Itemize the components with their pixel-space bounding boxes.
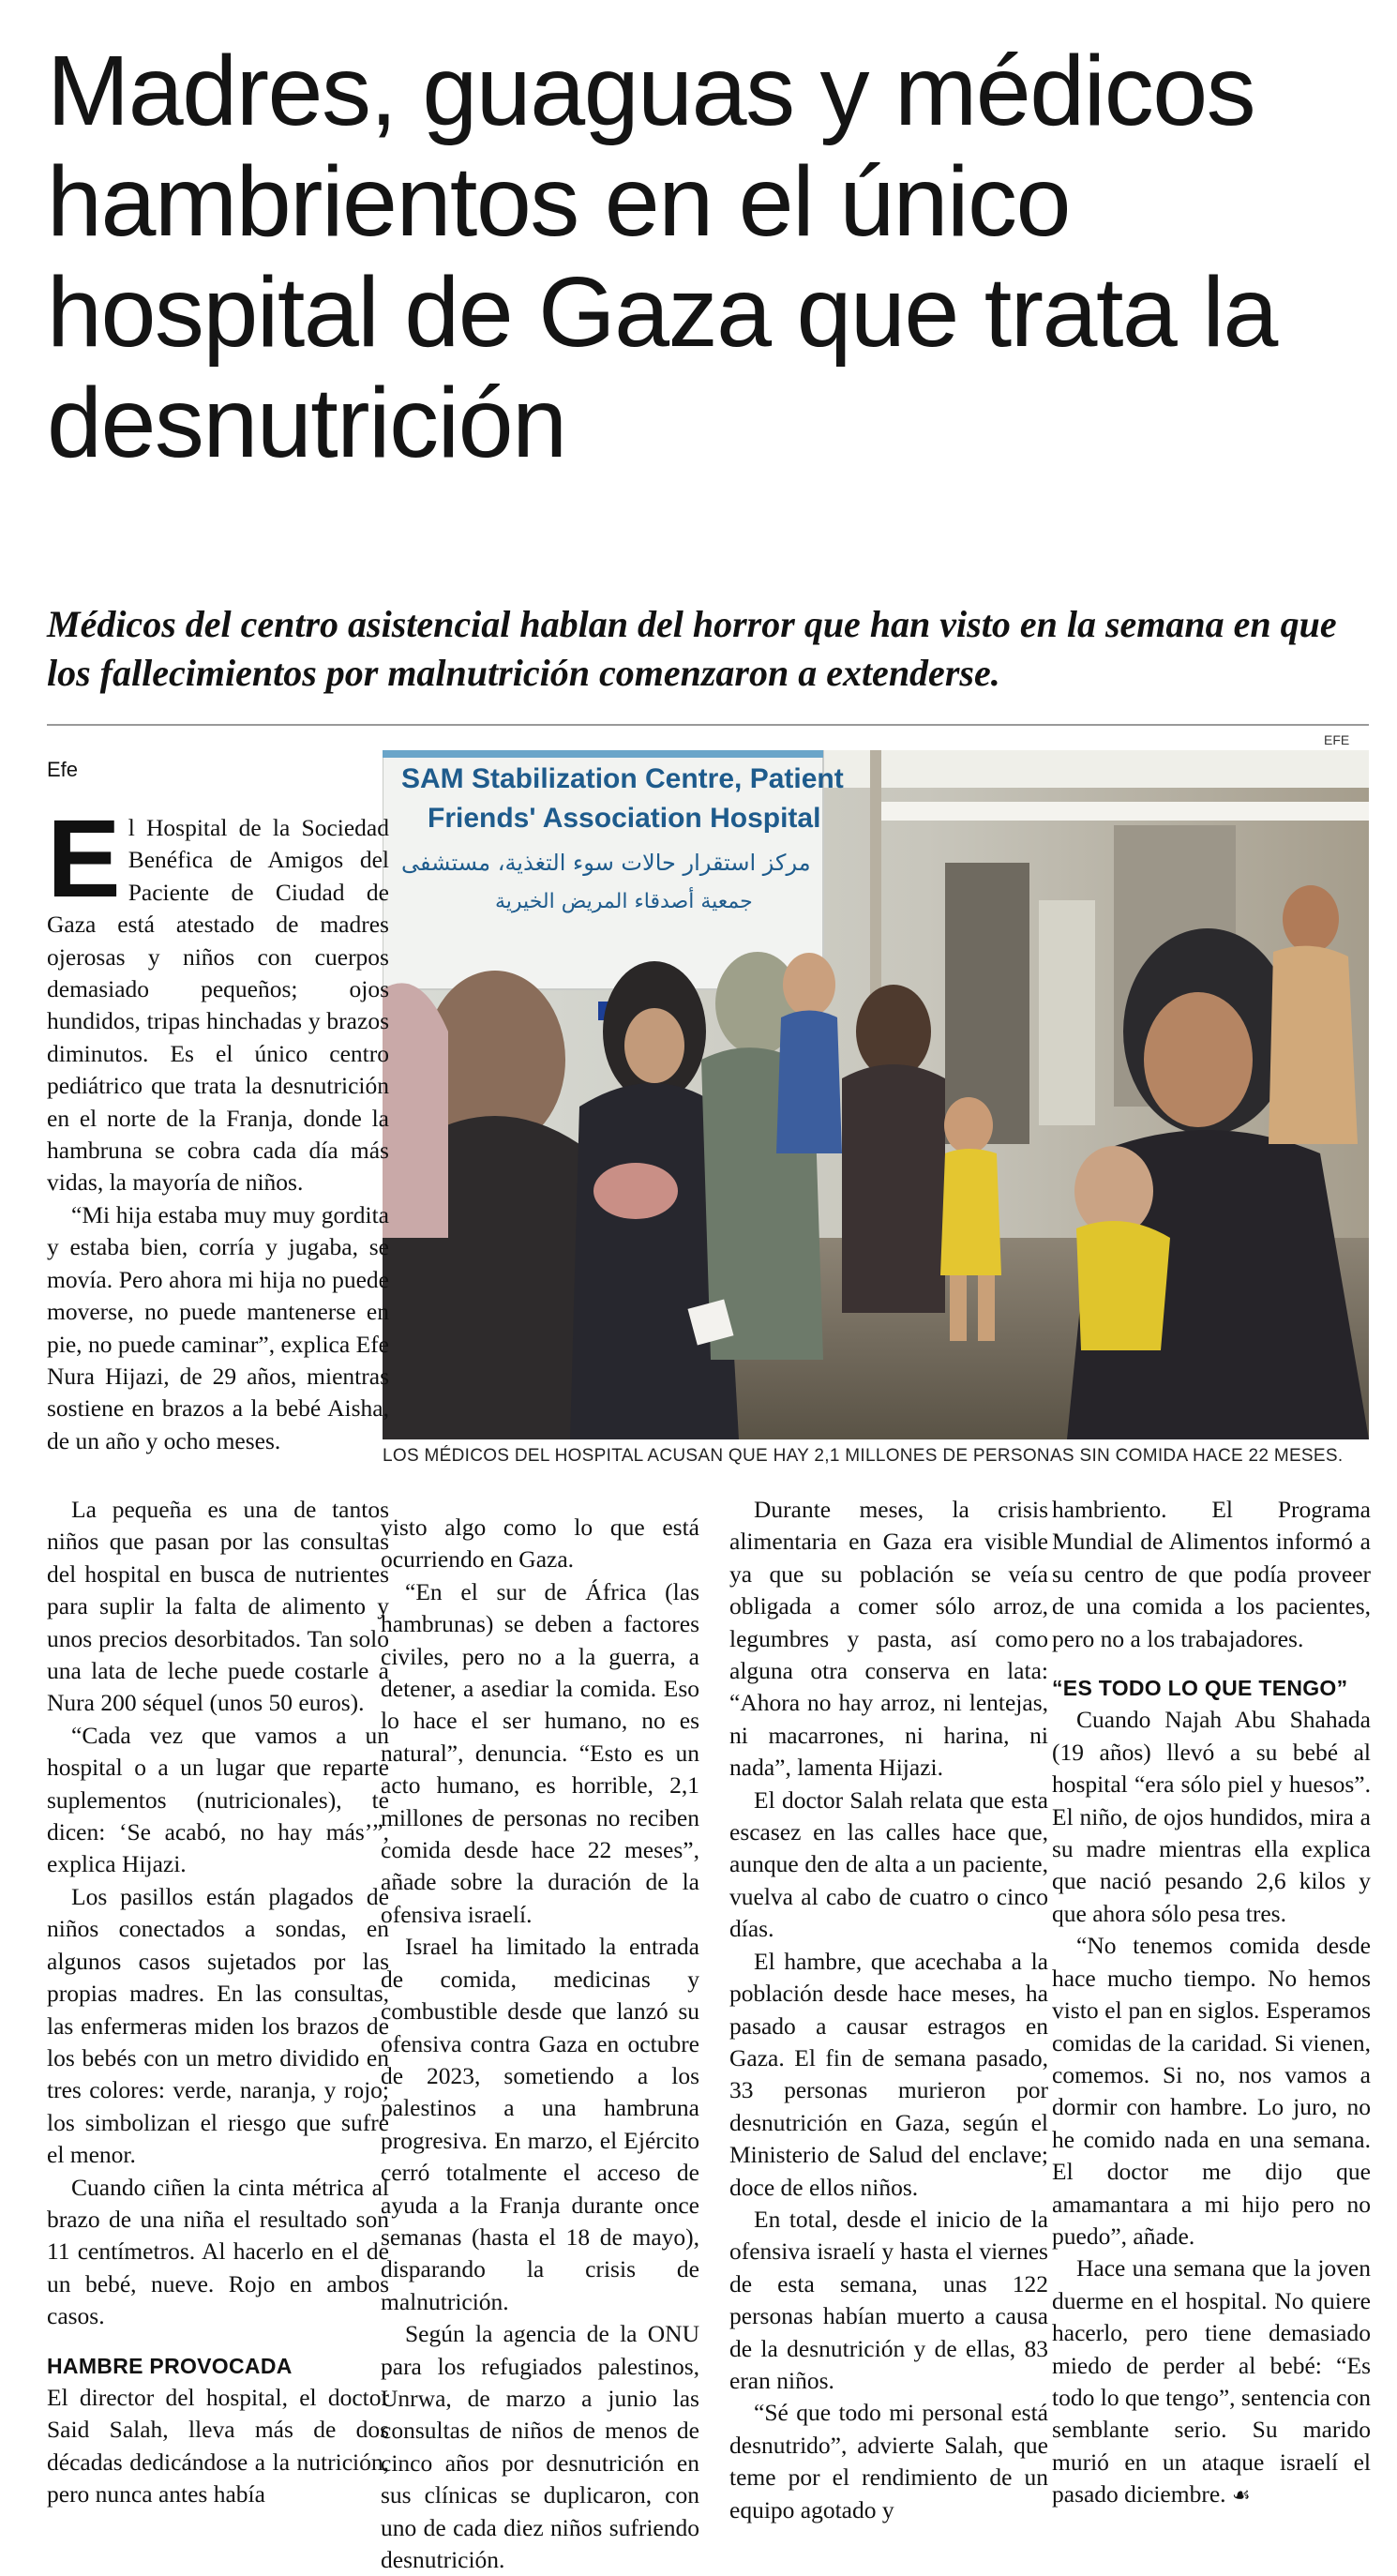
end-mark-icon: ☙ (1231, 2484, 1251, 2508)
paragraph-11: Según la agencia de la ONU para los refugiados palestinos, Unrwa, de marzo a junio las consultas de niños de menos de cinco años por desnutrición en sus clínicas se duplicaron, con uno de cada diez niños sufriendo desnutrición. (381, 2320, 699, 2573)
photo-caption: LOS MÉDICOS DEL HOSPITAL ACUSAN QUE HAY 2,1 MILLONES DE PERSONAS SIN COMIDA HACE 22 MESES. (383, 1446, 1344, 1466)
sign-text-2: Friends' Association Hospital (428, 803, 821, 834)
paragraph-12: Durante meses, la crisis alimentaria en Gaza era visible ya que su población se veía obligada a comer sólo arroz, legumbres y pasta, así como alguna otra conserva en lata: “Ahora no hay arroz, ni lentejas, ni macarrones, ni harina, ni nada”, lamenta Hijazi. (729, 1496, 1048, 1782)
paragraph-17: hambriento. El Programa Mundial de Alimentos informó a su centro de que podía proveer de una comida a los pacientes, pero no a los trabajadores. (1052, 1496, 1371, 1652)
photo-credit: EFE (1324, 732, 1350, 747)
paragraph-9: “En el sur de África (las hambrunas) se deben a factores civiles, pero no a la guerra, a detener, a asediar la comida. Eso lo hace el ser humano, no es natural”, denuncia. “Esto es un acto humano, es horrible, 2,1 millones de personas no reciben comida desde hace 22 meses”, añade sobre la duración de la ofensiva israelí. (381, 1577, 699, 1928)
paragraph-16: “Sé que todo mi personal está desnutrido”, advierte Salah, que teme por el rendimiento de un equipo agotado y (729, 2399, 1048, 2523)
paragraph-6: Cuando ciñen la cinta métrica al brazo de una niña el resultado son 11 centímetros. Al hacerlo en el de un bebé, nueve. Rojo en ambos casos. (47, 2173, 389, 2330)
hospital-scene-illustration (383, 750, 1369, 1439)
paragraph-13: El doctor Salah relata que esta escasez en las calles hace que, aunque den de alta a un paciente, vuelva al cabo de cuatro o cinco días. (729, 1785, 1048, 1943)
section-heading-2: “ES TODO LO QUE TENGO” (1052, 1676, 1348, 1701)
paragraph-10: Israel ha limitado la entrada de comida, medicinas y combustible desde que lanzó su ofensiva contra Gaza en octubre de 2023, sometiendo a los palestinos a una hambruna progresiva. En marzo, el Ejército cerró totalmente el acceso de ayuda a la Franja durante once semanas (hasta el 18 de mayo), disparando la crisis de malnutrición. (381, 1933, 699, 2315)
paragraph-4: “Cada vez que vamos a un hospital o a un lugar que reparte suplementos (nutricionales), te dicen: ‘Se acabó, no hay más’”, explica Hijazi. (47, 1721, 389, 1878)
article-column-4 (1052, 1494, 1371, 2513)
sign-arabic-2: جمعية أصدقاء المريض الخيرية (495, 890, 753, 913)
article-column-1-continued (47, 1494, 389, 2511)
hospital-photo (383, 750, 1369, 1439)
paragraph-19: “No tenemos comida desde hace mucho tiempo. No hemos visto el pan en siglos. Esperamos comidas de la caridad. Si vienen, comemos. Si no, nos vamos a dormir con hambre. Lo juro, no he comido nada en una semana. El doctor me dijo que amamantara a mi hijo pero no puedo”, añade. (1052, 1932, 1371, 2250)
paragraph-7: El director del hospital, el doctor Said Salah, lleva más de dos décadas dedicándose a la nutrición, pero nunca antes había (47, 2383, 389, 2508)
paragraph-20: Hace una semana que la joven duerme en el hospital. No quiere hacerlo, pero tiene demasiado miedo de perder al bebé: “Es todo lo que tengo”, sentencia con semblante serio. Su marido murió en un ataque israelí el pasado diciembre. ☙ (1052, 2254, 1371, 2508)
article-column-1 (47, 797, 389, 1457)
paragraph-2: “Mi hija estaba muy muy gordita y estaba bien, corría y jugaba, se movía. Pero ahora mi hija no puede moverse, no puede mantenerse en pie, no puede caminar”, explica Efe Nura Hijazi, de 29 años, mientras sostiene en brazos a la bebé Aisha, de un año y ocho meses. (47, 1200, 389, 1454)
sign-text-1: SAM Stabilization Centre, Patient (401, 763, 844, 794)
section-heading-1: HAMBRE PROVOCADA (47, 2353, 293, 2378)
byline: Efe (47, 758, 79, 781)
article-column-2 (381, 1512, 699, 2576)
subheadline: Médicos del centro asistencial hablan del horror que han visto en la semana en que los fallecimientos por malnutrición comenzaron a extenderse. (47, 603, 1337, 694)
paragraph-3: La pequeña es una de tantos niños que pasan por las consultas del hospital en busca de nutrientes para suplir la falta de alimento y unos precios desorbitados. Tan solo una lata de leche puede costarle a Nura 200 séquel (unos 50 euros). (47, 1496, 389, 1717)
divider (47, 724, 1369, 726)
paragraph-14: El hambre, que acechaba a la población desde hace meses, ha pasado a causar estragos en Gaza. El fin de semana pasado, 33 personas murieron por desnutrición en Gaza, según el Ministerio de Salud del enclave; doce de ellos niños. (729, 1947, 1048, 2201)
headline: Madres, guaguas y médicos hambrientos en el único hospital de Gaza que trata la desnutrición (47, 36, 1277, 478)
paragraph-1: El Hospital de la Sociedad Benéfica de Amigos del Paciente de Ciudad de Gaza está atestado de madres ojerosas y niños con cuerpos demasiado pequeños; ojos hundidos, tripas hinchadas y brazos diminutos. Es el único centro pediátrico que trata la desnutrición en el norte de la Franja, donde la hambruna se cobra cada día más vidas, la mayoría de niños. (47, 797, 389, 1197)
paragraph-5: Los pasillos están plagados de niños conectados a sondas, en algunos casos sujetados por las propias madres. En las consultas, las enfermeras miden los brazos de los bebés con un metro dividido en tres colores: verde, naranja, y rojo; los simbolizan el riesgo que sufre el menor. (47, 1882, 389, 2169)
paragraph-8: visto algo como lo que está ocurriendo en Gaza. (381, 1514, 699, 1574)
article-column-3 (729, 1494, 1048, 2526)
paragraph-18: Cuando Najah Abu Shahada (19 años) llevó a su bebé al hospital “era sólo piel y huesos”. El niño, de ojos hundidos, mira a su madre mientras ella explica que nació pesando 2,6 kilos y que ahora sólo pesa tres. (1052, 1706, 1371, 1927)
sign-arabic-1: مركز استقرار حالات سوء التغذية، مستشفى (401, 850, 811, 876)
drop-cap: E (47, 797, 121, 921)
paragraph-15: En total, desde el inicio de la ofensiva israelí y hasta el viernes de esta semana, unas 122 personas habían muerto a causa de la desnutrición y de ellas, 83 eran niños. (729, 2205, 1048, 2394)
